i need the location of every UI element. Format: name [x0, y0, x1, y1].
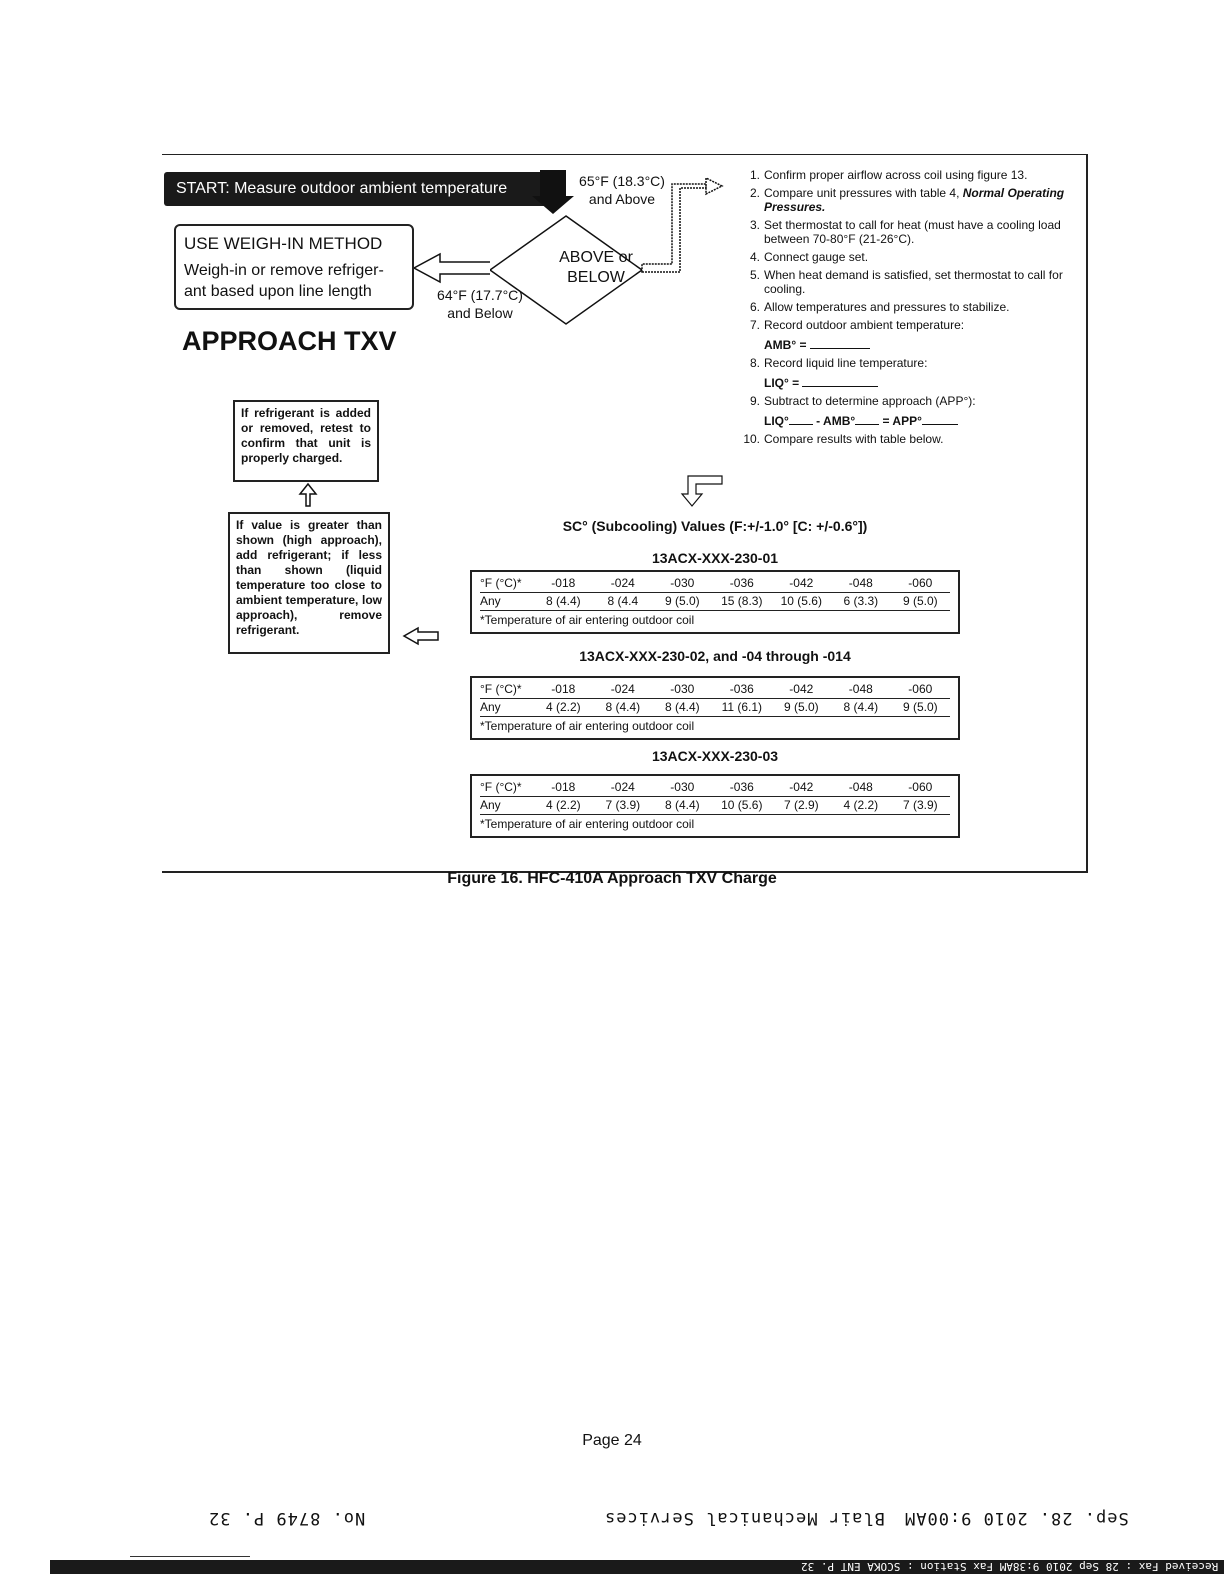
- list-item: 5. When heat demand is satisfied, set thermostat to call for cooling.: [749, 268, 1063, 296]
- table-2: [470, 676, 960, 740]
- fax-receipt-text: Received Fax : 28 Sep 2010 9:38AM Fax Station : SCOKA ENT P. 32: [800, 1560, 1218, 1573]
- table-1: [470, 570, 960, 634]
- table-note: *Temperature of air entering outdoor coil: [480, 817, 695, 831]
- table-note: *Temperature of air entering outdoor coil: [480, 719, 695, 733]
- start-label: START: Measure outdoor ambient temperature: [164, 172, 552, 206]
- fax-timestamp: Sep. 28. 2010 9:00AM: [904, 1508, 1129, 1528]
- table-1-title: 13ACX-XXX-230-01: [651, 550, 779, 566]
- table-row: Any 4 (2.2) 7 (3.9) 8 (4.4) 10 (5.6) 7 (2.9) 4 (2.2) 7 (3.9): [480, 797, 950, 815]
- up-arrow-icon: [300, 484, 316, 506]
- figure-caption: Figure 16. HFC-410A Approach TXV Charge: [447, 870, 777, 887]
- divider: [130, 1556, 250, 1557]
- table-row: °F (°C)* -018 -024 -030 -036 -042 -048 -060: [480, 681, 950, 699]
- table-row: Any 4 (2.2) 8 (4.4) 8 (4.4) 11 (6.1) 9 (5.0) 8 (4.4) 9 (5.0): [480, 699, 950, 717]
- table-row: °F (°C)* -018 -024 -030 -036 -042 -048 -060: [480, 779, 950, 797]
- list-item: 1. Confirm proper airflow across coil using figure 13.: [749, 168, 1028, 182]
- adjust-note: If value is greater than shown (high approach), add refrigerant; if less than shown (liquid temperature too close to ambient temperature, low approach), remove refrigerant.: [228, 512, 390, 654]
- list-item: 8. Record liquid line temperature: LIQ° =: [749, 356, 928, 390]
- subcooling-title: SC° (Subcooling) Values (F:+/-1.0° [C: +/-0.6°]): [562, 518, 868, 534]
- weigh-in-title: USE WEIGH-IN METHOD: [184, 234, 383, 253]
- steps-list: [742, 168, 1072, 450]
- list-item: 3. Set thermostat to call for heat (must have a cooling load between 70-80°F (21-26°C).: [749, 218, 1061, 246]
- start-arrow-icon: [532, 170, 574, 214]
- table-3-title: 13ACX-XXX-230-03: [651, 748, 779, 764]
- list-item: 2. Compare unit pressures with table 4, Normal Operating Pressures.: [749, 186, 1065, 214]
- step10-arrow-icon: [682, 476, 722, 506]
- list-item: 9. Subtract to determine approach (APP°): LIQ° - AMB° = APP°: [749, 394, 976, 428]
- weigh-in-box: [174, 224, 414, 310]
- decision-text: ABOVE or BELOW: [559, 249, 633, 286]
- table-note: *Temperature of air entering outdoor coil: [480, 613, 695, 627]
- list-item: 10. Compare results with table below.: [743, 432, 944, 446]
- table-2-title: 13ACX-XXX-230-02, and -04 through -014: [579, 648, 851, 664]
- weigh-in-text: Weigh-in or remove refriger- ant based upon line length: [184, 262, 384, 300]
- page-number: Page 24: [582, 1432, 642, 1449]
- table-3: [470, 774, 960, 838]
- above-label: 65°F (18.3°C) and Above: [579, 173, 665, 207]
- list-item: 6. Allow temperatures and pressures to stabilize.: [749, 300, 1010, 314]
- list-item: 4. Connect gauge set.: [749, 250, 869, 264]
- approach-title: APPROACH TXV: [182, 326, 397, 356]
- below-label: 64°F (17.7°C) and Below: [437, 287, 523, 321]
- list-item: 7. Record outdoor ambient temperature: AMB° =: [749, 318, 965, 352]
- fax-page-number: No. 8749 P. 32: [208, 1508, 366, 1528]
- table-row: °F (°C)* -018 -024 -030 -036 -042 -048 -060: [480, 575, 950, 593]
- fax-sender: Blair Mechanical Services: [604, 1508, 885, 1528]
- table-row: Any 8 (4.4) 8 (4.4 9 (5.0) 15 (8.3) 10 (5.6) 6 (3.3) 9 (5.0): [480, 593, 950, 611]
- left-arrow-icon: [404, 628, 438, 644]
- retest-note: If refrigerant is added or removed, retest to confirm that unit is properly charged.: [233, 400, 379, 482]
- below-arrow-icon: [414, 254, 490, 282]
- fax-receipt-bar: [50, 1560, 1224, 1574]
